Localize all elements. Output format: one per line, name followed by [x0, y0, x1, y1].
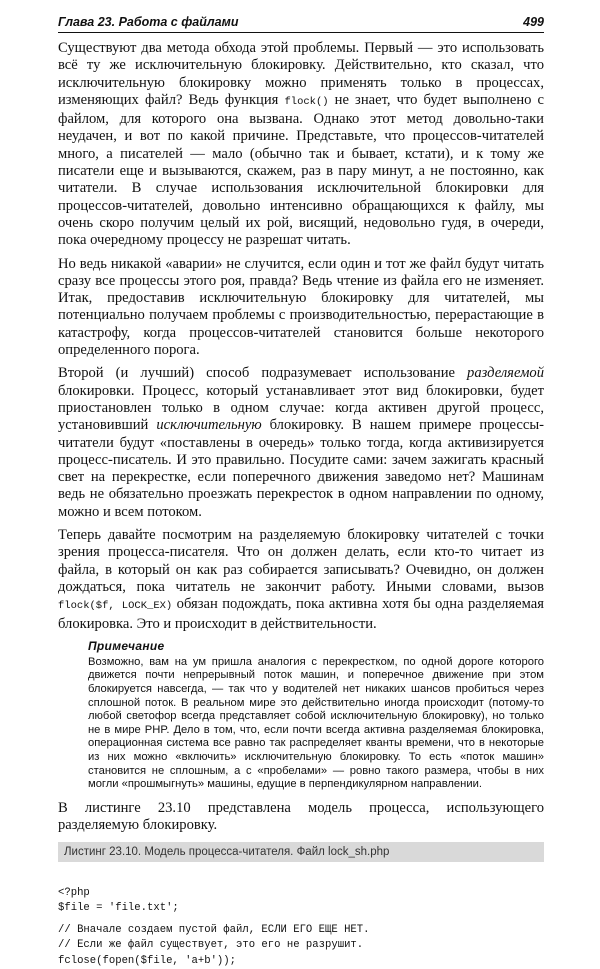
page-header: [58, 12, 544, 33]
code-line: // Если же файл существует, это его не разрушит.: [58, 939, 364, 952]
code-line: // Вначале создаем пустой файл, ЕСЛИ ЕГО ЕЩЕ НЕТ.: [58, 923, 370, 936]
emphasis-shared: разделяемой: [467, 365, 544, 382]
listing-caption: Листинг 23.10. Модель процесса-читателя. Файл lock_sh.php: [58, 842, 544, 862]
inline-code-flock-ex: flock($f, LOCK_EX): [58, 600, 173, 613]
paragraph-3-text-a: Второй (и лучший) способ подразумевает использование: [58, 365, 468, 382]
note-title: Примечание: [88, 638, 165, 653]
inline-code-flock: flock(): [284, 95, 329, 108]
chapter-title: Глава 23. Работа с файлами: [58, 15, 239, 29]
page-body: [58, 40, 544, 969]
page-number: 499: [523, 15, 544, 29]
paragraph-2: Но ведь никакой «аварии» не случится, если один и тот же файл будут читать сразу все процессы этого роя, правда? Ведь чтение из файла его не изменяет. Итак, предоставив исключительную блокировку для читателей, мы потенциально получаем проблемы с производительностью, перерастающие в катастрофу, когда процессов-читателей становится больше некоторого определенного порога.: [58, 255, 544, 359]
code-line: fclose(fopen($file, 'a+b'));: [58, 954, 237, 967]
paragraph-1-text-b: не знает, что будет выполнено с файлом, для которого она вызвана. Однако этот метод довольно-таки неудачен, и вот по какой причине. Представьте, что процессов-читателей много, а писателей — мало (обычно так и бывает, кстати), и к тому же писатели еще и вызываются, скажем, раз в пару минут, а не постоянно, как читатели. В случае использования исключительной блокировки для процессов-читателей, довольно интенсивно обращающихся к файлу, мы очень скоро получим целый их рой, висящий, недовольно гудя, в очереди, пока очередному процессу не разрешат читать.: [58, 91, 545, 249]
paragraph-1-text-a: Существуют два метода обхода этой проблемы. Первый — это использовать всё ту же исключительную блокировку. Действительно, кто сказал, что исключительную блокировку можно применять только в процессах, изменяющих файл? Ведь функция: [58, 40, 544, 108]
paragraph-1: [58, 40, 544, 250]
paragraph-4-text-a: Теперь давайте посмотрим на разделяемую блокировку читателей с точки зрения процесса-писателя. Что он должен делать, если кто-то читает из файла, в который он как раз собирается записывать? Очевидно, он должен дождаться, пока читатель не закончит работу. Иными словами, вызов: [58, 527, 544, 595]
paragraph-4: [58, 527, 544, 633]
paragraph-3-text-c: блокировку. В нашем примере процессы-читатели будут «поставлены в очередь» только тогда, когда активизируется процесс-писатель. И это правильно. Посудите сами: зачем зажигать красный свет на перекрестке, если поперечного движения заведомо нет? Машинам ведь не обязательно проезжать перекресток в одном направлении по одному, можно и всем потоком.: [58, 417, 545, 520]
paragraph-3-text-b: блокировки. Процесс, который устанавливает этот вид блокировки, будет приостановлен только в одном случае: когда активен другой процесс, установивший: [58, 382, 544, 434]
paragraph-5: В листинге 23.10 представлена модель процесса, использующего разделяемую блокировку.: [58, 799, 544, 834]
emphasis-exclusive: исключительную: [156, 417, 262, 434]
note-block: [88, 639, 544, 792]
code-line: $file = 'file.txt';: [58, 902, 179, 915]
code-line: <?php: [58, 886, 90, 899]
code-listing: [58, 870, 544, 969]
note-text: Возможно, вам на ум пришла аналогия с перекрестком, по одной дороге которого движется почти непрерывный поток машин, и поперечное движение при этом блокируется навсегда, — так что у водителей нет никаких шансов пробиться через сплошной поток. В реальном мире это действительно иногда происходит (потому-то любой светофор всегда представляет собой исключительную блокировку), но только не в мире PHP. Дело в том, что, если почти всегда активна разделяемая блокировка, операционная система все равно так распределяет кванты времени, что в некоторые из них можно «включить» исключительную блокировку. То есть «поток машин» становится не сплошным, а с «пробелами» — ровно такого размера, чтобы в них могли «прошмыгнуть» машины, едущие в перпендикулярном направлении.: [88, 655, 544, 791]
paragraph-3: [58, 365, 544, 521]
paragraph-4-text-b: обязан подождать, пока активна хотя бы одна разделяемая блокировка. Это и происходит в действительности.: [58, 596, 544, 632]
